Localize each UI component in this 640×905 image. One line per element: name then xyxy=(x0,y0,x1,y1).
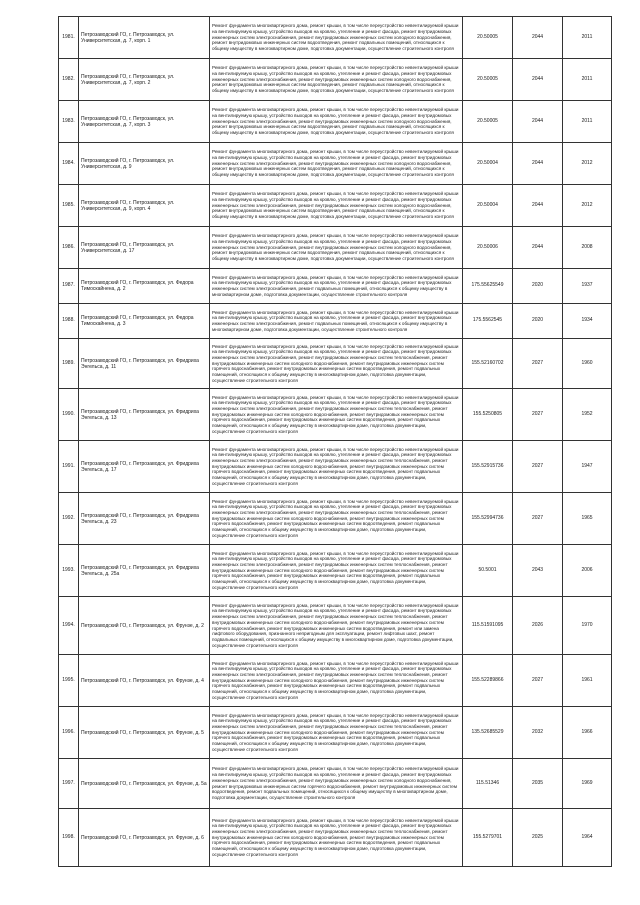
row-build-year: 1966 xyxy=(563,707,612,759)
row-number: 1996. xyxy=(59,707,79,759)
row-number: 1995. xyxy=(59,655,79,707)
row-planned-year: 2035 xyxy=(513,759,563,809)
row-works: Ремонт фундамента многоквартирного дома, ремонт крыши, в том числе переустройство невентилируемой крыши на вентилируемую крышу, устройство выходов на кровлю, утепление и ремонт фасада, ремонт внутридомовых инженерных систем электроснабжения, ремонт внутридомовых инженерных систем холодного водоснабжения, ремонт внутридомовых инженерных систем водоотведения, ремонт подвальных помещений, относящихся к общему имуществу в многоквартирном доме, подготовка документации, осуществление строительного контроля xyxy=(210,101,463,143)
row-address: Петрозаводский ГО, г. Петрозаводск, ул. Университетская, д. 9, корп. 4 xyxy=(79,185,210,227)
row-code: 20.50005 xyxy=(463,101,513,143)
row-code: 20.50005 xyxy=(463,59,513,101)
row-works: Ремонт фундамента многоквартирного дома, ремонт крыши, в том числе переустройство невентилируемой крыши на вентилируемую крышу, устройство выходов на кровлю, утепление и ремонт фасада, ремонт внутридомовых инженерных систем электроснабжения, ремонт внутридомовых инженерных систем холодного водоснабжения, ремонт внутридомовых инженерных систем водоотведения, ремонт подвальных помещений, относящихся к общему имуществу в многоквартирном доме, подготовка документации, осуществление строительного контроля xyxy=(210,227,463,269)
row-build-year: 1970 xyxy=(563,597,612,655)
capital-repair-table xyxy=(58,16,612,867)
row-build-year: 1969 xyxy=(563,759,612,809)
row-planned-year: 2044 xyxy=(513,227,563,269)
row-build-year: 2012 xyxy=(563,143,612,185)
row-build-year: 1952 xyxy=(563,389,612,441)
row-planned-year: 2027 xyxy=(513,389,563,441)
row-works: Ремонт фундамента многоквартирного дома, ремонт крыши, в том числе переустройство невентилируемой крыши на вентилируемую крышу, устройство выходов на кровлю, утепление и ремонт фасада, ремонт внутридомовых инженерных систем электроснабжения, ремонт внутридомовых инженерных систем теплоснабжения, ремонт внутридомовых инженерных систем холодного водоснабжения, ремонт внутридомовых инженерных систем горячего водоснабжения, ремонт внутридомовых инженерных систем водоотведения, ремонт подвальных помещений, относящихся к общему имуществу в многоквартирном доме, подготовка документации, осуществление строительного контроля xyxy=(210,655,463,707)
row-code: 155.5250805 xyxy=(463,389,513,441)
table-row xyxy=(59,389,612,441)
row-address: Петрозаводский ГО, г. Петрозаводск, ул. Федора Тимоскайнена, д. 2 xyxy=(79,269,210,304)
table-body xyxy=(59,17,612,867)
row-code: 155.52994736 xyxy=(463,493,513,545)
row-planned-year: 2020 xyxy=(513,269,563,304)
row-works: Ремонт фундамента многоквартирного дома, ремонт крыши, в том числе переустройство невентилируемой крыши на вентилируемую крышу, устройство выходов на кровлю, утепление и ремонт фасада, ремонт внутридомовых инженерных систем электроснабжения, ремонт подвальных помещений, относящихся к общему имуществу в многоквартирном доме, подготовка документации, осуществление строительного контроля xyxy=(210,304,463,339)
document-sheet xyxy=(58,16,611,867)
table-row xyxy=(59,59,612,101)
row-code: 115.51346 xyxy=(463,759,513,809)
table-row xyxy=(59,227,612,269)
table-row xyxy=(59,143,612,185)
row-code: 20.50005 xyxy=(463,17,513,59)
row-address: Петрозаводский ГО, г. Петрозаводск, ул. Фрунзе, д. 4 xyxy=(79,655,210,707)
row-build-year: 1947 xyxy=(563,441,612,493)
row-works: Ремонт фундамента многоквартирного дома, ремонт крыши, в том числе переустройство невентилируемой крыши на вентилируемую крышу, устройство выходов на кровлю, утепление и ремонт фасада, ремонт внутридомовых инженерных систем электроснабжения, ремонт внутридомовых инженерных систем теплоснабжения, ремонт внутридомовых инженерных систем холодного водоснабжения, ремонт внутридомовых инженерных систем горячего водоснабжения, ремонт внутридомовых инженерных систем водоотведения, ремонт подвальных помещений, относящихся к общему имуществу в многоквартирном доме, подготовка документации, осуществление строительного контроля xyxy=(210,441,463,493)
row-planned-year: 2026 xyxy=(513,597,563,655)
row-works: Ремонт фундамента многоквартирного дома, ремонт крыши, в том числе переустройство невентилируемой крыши на вентилируемую крышу, устройство выходов на кровлю, утепление и ремонт фасада, ремонт внутридомовых инженерных систем электроснабжения, ремонт внутридомовых инженерных систем холодного водоснабжения, ремонт внутридомовых инженерных систем водоотведения, ремонт подвальных помещений, относящихся к общему имуществу в многоквартирном доме, подготовка документации, осуществление строительного контроля xyxy=(210,185,463,227)
row-works: Ремонт фундамента многоквартирного дома, ремонт крыши, в том числе переустройство невентилируемой крыши на вентилируемую крышу, устройство выходов на кровлю, утепление и ремонт фасада, ремонт внутридомовых инженерных систем электроснабжения, ремонт подвальных помещений, относящихся к общему имуществу в многоквартирном доме, подготовка документации, осуществление строительного контроля xyxy=(210,269,463,304)
table-row xyxy=(59,809,612,867)
row-number: 1991. xyxy=(59,441,79,493)
table-row xyxy=(59,304,612,339)
row-address: Петрозаводский ГО, г. Петрозаводск, ул. Университетская, д. 9 xyxy=(79,143,210,185)
row-works: Ремонт фундамента многоквартирного дома, ремонт крыши, в том числе переустройство невентилируемой крыши на вентилируемую крышу, устройство выходов на кровлю, утепление и ремонт фасада, ремонт внутридомовых инженерных систем электроснабжения, ремонт внутридомовых инженерных систем теплоснабжения, ремонт внутридомовых инженерных систем холодного водоснабжения, ремонт внутридомовых инженерных систем горячего водоснабжения, ремонт внутридомовых инженерных систем водоотведения, ремонт подвальных помещений, относящихся к общему имуществу в многоквартирном доме, подготовка документации, осуществление строительного контроля xyxy=(210,339,463,389)
row-number: 1997. xyxy=(59,759,79,809)
row-number: 1998. xyxy=(59,809,79,867)
row-build-year: 2011 xyxy=(563,59,612,101)
row-code: 20.50006 xyxy=(463,227,513,269)
row-number: 1990. xyxy=(59,389,79,441)
row-code: 155.52160702 xyxy=(463,339,513,389)
row-planned-year: 2044 xyxy=(513,143,563,185)
row-planned-year: 2027 xyxy=(513,441,563,493)
row-works: Ремонт фундамента многоквартирного дома, ремонт крыши, в том числе переустройство невентилируемой крыши на вентилируемую крышу, устройство выходов на кровлю, утепление и ремонт фасада, ремонт внутридомовых инженерных систем электроснабжения, ремонт внутридомовых инженерных систем теплоснабжения, ремонт внутридомовых инженерных систем холодного водоснабжения, ремонт внутридомовых инженерных систем горячего водоснабжения, ремонт внутридомовых инженерных систем водоотведения, ремонт подвальных помещений, относящихся к общему имуществу в многоквартирном доме, подготовка документации, осуществление строительного контроля xyxy=(210,707,463,759)
row-address: Петрозаводский ГО, г. Петрозаводск, ул. Фрунзе, д. 6 xyxy=(79,809,210,867)
row-address: Петрозаводский ГО, г. Петрозаводск, ул. Фрунзе, д. 2 xyxy=(79,597,210,655)
table-row xyxy=(59,597,612,655)
row-number: 1988. xyxy=(59,304,79,339)
row-planned-year: 2044 xyxy=(513,185,563,227)
row-build-year: 2011 xyxy=(563,17,612,59)
row-number: 1989. xyxy=(59,339,79,389)
row-number: 1982. xyxy=(59,59,79,101)
row-code: 155.52915736 xyxy=(463,441,513,493)
table-row xyxy=(59,545,612,597)
table-row xyxy=(59,185,612,227)
row-works: Ремонт фундамента многоквартирного дома, ремонт крыши, в том числе переустройство невентилируемой крыши на вентилируемую крышу, устройство выходов на кровлю, утепление и ремонт фасада, ремонт внутридомовых инженерных систем электроснабжения, ремонт внутридомовых инженерных систем теплоснабжения, ремонт внутридомовых инженерных систем холодного водоснабжения, ремонт внутридомовых инженерных систем горячего водоснабжения, ремонт внутридомовых инженерных систем водоотведения, ремонт или замена лифтового оборудования, признанного непригодным для эксплуатации, ремонт лифтовых шахт, ремонт подвальных помещений, относящихся к общему имуществу в многоквартирном доме, подготовка документации, осуществление строительного контроля xyxy=(210,597,463,655)
row-number: 1993. xyxy=(59,545,79,597)
row-planned-year: 2020 xyxy=(513,304,563,339)
row-planned-year: 2027 xyxy=(513,339,563,389)
row-code: 50.5001 xyxy=(463,545,513,597)
row-planned-year: 2044 xyxy=(513,101,563,143)
table-row xyxy=(59,493,612,545)
row-build-year: 2012 xyxy=(563,185,612,227)
row-build-year: 1934 xyxy=(563,304,612,339)
row-planned-year: 2044 xyxy=(513,17,563,59)
row-number: 1981. xyxy=(59,17,79,59)
row-build-year: 2008 xyxy=(563,227,612,269)
row-build-year: 2006 xyxy=(563,545,612,597)
row-code: 155.5279701 xyxy=(463,809,513,867)
row-address: Петрозаводский ГО, г. Петрозаводск, ул. Фридриха Энгельса, д. 11 xyxy=(79,339,210,389)
row-number: 1987. xyxy=(59,269,79,304)
table-row xyxy=(59,707,612,759)
row-build-year: 1964 xyxy=(563,809,612,867)
row-build-year: 1965 xyxy=(563,493,612,545)
row-address: Петрозаводский ГО, г. Петрозаводск, ул. Университетская, д. 7, корп. 1 xyxy=(79,17,210,59)
table-row xyxy=(59,269,612,304)
row-address: Петрозаводский ГО, г. Петрозаводск, ул. Федора Тимоскайнена, д. 3 xyxy=(79,304,210,339)
row-address: Петрозаводский ГО, г. Петрозаводск, ул. Фридриха Энгельса, д. 13 xyxy=(79,389,210,441)
table-row xyxy=(59,339,612,389)
row-code: 135.52685529 xyxy=(463,707,513,759)
row-build-year: 1961 xyxy=(563,655,612,707)
row-planned-year: 2027 xyxy=(513,655,563,707)
row-planned-year: 2027 xyxy=(513,493,563,545)
row-planned-year: 2044 xyxy=(513,59,563,101)
row-build-year: 1937 xyxy=(563,269,612,304)
row-works: Ремонт фундамента многоквартирного дома, ремонт крыши, в том числе переустройство невентилируемой крыши на вентилируемую крышу, устройство выходов на кровлю, утепление и ремонт фасада, ремонт внутридомовых инженерных систем электроснабжения, ремонт внутридомовых инженерных систем холодного водоснабжения, ремонт внутридомовых инженерных систем водоотведения, ремонт подвальных помещений, относящихся к общему имуществу в многоквартирном доме, подготовка документации, осуществление строительного контроля xyxy=(210,143,463,185)
row-planned-year: 2025 xyxy=(513,809,563,867)
table-row xyxy=(59,441,612,493)
row-code: 175.5562545 xyxy=(463,304,513,339)
row-address: Петрозаводский ГО, г. Петрозаводск, ул. Фрунзе, д. 5а xyxy=(79,759,210,809)
row-number: 1984. xyxy=(59,143,79,185)
row-address: Петрозаводский ГО, г. Петрозаводск, ул. Фридриха Энгельса, д. 25а xyxy=(79,545,210,597)
row-works: Ремонт фундамента многоквартирного дома, ремонт крыши, в том числе переустройство невентилируемой крыши на вентилируемую крышу, устройство выходов на кровлю, утепление и ремонт фасада, ремонт внутридомовых инженерных систем электроснабжения, ремонт внутридомовых инженерных систем холодного водоснабжения, ремонт внутридомовых инженерных систем горячего водоснабжения, ремонт внутридомовых инженерных систем водоотведения, ремонт подвальных помещений, относящихся к общему имуществу в многоквартирном доме, подготовка документации, осуществление строительного контроля xyxy=(210,759,463,809)
row-address: Петрозаводский ГО, г. Петрозаводск, ул. Университетская, д. 17 xyxy=(79,227,210,269)
row-address: Петрозаводский ГО, г. Петрозаводск, ул. Университетская, д. 7, корп. 2 xyxy=(79,59,210,101)
row-works: Ремонт фундамента многоквартирного дома, ремонт крыши, в том числе переустройство невентилируемой крыши на вентилируемую крышу, устройство выходов на кровлю, утепление и ремонт фасада, ремонт внутридомовых инженерных систем электроснабжения, ремонт внутридомовых инженерных систем теплоснабжения, ремонт внутридомовых инженерных систем холодного водоснабжения, ремонт внутридомовых инженерных систем горячего водоснабжения, ремонт внутридомовых инженерных систем водоотведения, ремонт подвальных помещений, относящихся к общему имуществу в многоквартирном доме, подготовка документации, осуществление строительного контроля xyxy=(210,389,463,441)
table-row xyxy=(59,101,612,143)
table-row xyxy=(59,655,612,707)
row-planned-year: 2043 xyxy=(513,545,563,597)
row-code: 115.51591095 xyxy=(463,597,513,655)
row-works: Ремонт фундамента многоквартирного дома, ремонт крыши, в том числе переустройство невентилируемой крыши на вентилируемую крышу, устройство выходов на кровлю, утепление и ремонт фасада, ремонт внутридомовых инженерных систем электроснабжения, ремонт внутридомовых инженерных систем холодного водоснабжения, ремонт внутридомовых инженерных систем водоотведения, ремонт подвальных помещений, относящихся к общему имуществу в многоквартирном доме, подготовка документации, осуществление строительного контроля xyxy=(210,59,463,101)
row-build-year: 2011 xyxy=(563,101,612,143)
row-works: Ремонт фундамента многоквартирного дома, ремонт крыши, в том числе переустройство невентилируемой крыши на вентилируемую крышу, устройство выходов на кровлю, утепление и ремонт фасада, ремонт внутридомовых инженерных систем электроснабжения, ремонт внутридомовых инженерных систем теплоснабжения, ремонт внутридомовых инженерных систем холодного водоснабжения, ремонт внутридомовых инженерных систем горячего водоснабжения, ремонт внутридомовых инженерных систем водоотведения, ремонт подвальных помещений, относящихся к общему имуществу в многоквартирном доме, подготовка документации, осуществление строительного контроля xyxy=(210,493,463,545)
row-number: 1992. xyxy=(59,493,79,545)
row-address: Петрозаводский ГО, г. Петрозаводск, ул. Университетская, д. 7, корп. 3 xyxy=(79,101,210,143)
row-code: 20.50004 xyxy=(463,185,513,227)
row-address: Петрозаводский ГО, г. Петрозаводск, ул. Фридриха Энгельса, д. 17 xyxy=(79,441,210,493)
row-works: Ремонт фундамента многоквартирного дома, ремонт крыши, в том числе переустройство невентилируемой крыши на вентилируемую крышу, устройство выходов на кровлю, утепление и ремонт фасада, ремонт внутридомовых инженерных систем электроснабжения, ремонт внутридомовых инженерных систем теплоснабжения, ремонт внутридомовых инженерных систем холодного водоснабжения, ремонт внутридомовых инженерных систем горячего водоснабжения, ремонт внутридомовых инженерных систем водоотведения, ремонт подвальных помещений, относящихся к общему имуществу в многоквартирном доме, подготовка документации, осуществление строительного контроля xyxy=(210,545,463,597)
row-planned-year: 2032 xyxy=(513,707,563,759)
row-works: Ремонт фундамента многоквартирного дома, ремонт крыши, в том числе переустройство невентилируемой крыши на вентилируемую крышу, устройство выходов на кровлю, утепление и ремонт фасада, ремонт внутридомовых инженерных систем электроснабжения, ремонт внутридомовых инженерных систем теплоснабжения, ремонт внутридомовых инженерных систем холодного водоснабжения, ремонт внутридомовых инженерных систем горячего водоснабжения, ремонт внутридомовых инженерных систем водоотведения, ремонт подвальных помещений, относящихся к общему имуществу в многоквартирном доме, подготовка документации, осуществление строительного контроля xyxy=(210,809,463,867)
row-build-year: 1960 xyxy=(563,339,612,389)
table-row xyxy=(59,17,612,59)
row-number: 1994. xyxy=(59,597,79,655)
row-number: 1986. xyxy=(59,227,79,269)
row-address: Петрозаводский ГО, г. Петрозаводск, ул. Фрунзе, д. 5 xyxy=(79,707,210,759)
table-row xyxy=(59,759,612,809)
row-works: Ремонт фундамента многоквартирного дома, ремонт крыши, в том числе переустройство невентилируемой крыши на вентилируемую крышу, устройство выходов на кровлю, утепление и ремонт фасада, ремонт внутридомовых инженерных систем электроснабжения, ремонт внутридомовых инженерных систем холодного водоснабжения, ремонт внутридомовых инженерных систем водоотведения, ремонт подвальных помещений, относящихся к общему имуществу в многоквартирном доме, подготовка документации, осуществление строительного контроля xyxy=(210,17,463,59)
row-code: 175.55625549 xyxy=(463,269,513,304)
row-number: 1985. xyxy=(59,185,79,227)
row-number: 1983. xyxy=(59,101,79,143)
row-code: 20.50004 xyxy=(463,143,513,185)
row-address: Петрозаводский ГО, г. Петрозаводск, ул. Фридриха Энгельса, д. 23 xyxy=(79,493,210,545)
row-code: 155.52289866 xyxy=(463,655,513,707)
